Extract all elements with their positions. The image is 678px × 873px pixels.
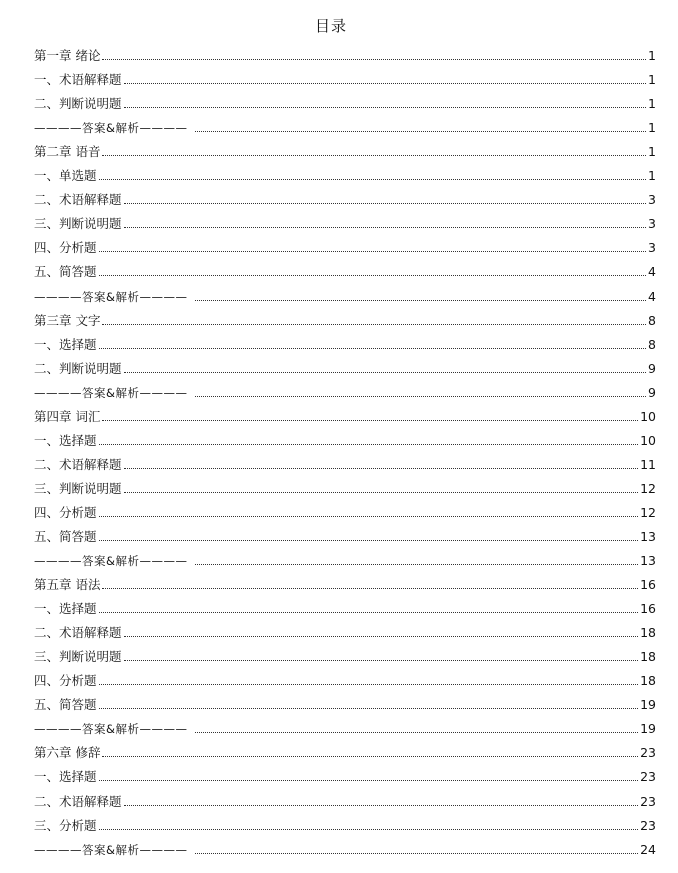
dot-leader	[102, 59, 646, 60]
toc-entry[interactable]	[34, 88, 656, 112]
toc-section-label: 三、分析题	[34, 817, 97, 833]
dot-leader	[124, 660, 639, 661]
toc-entry[interactable]	[34, 40, 656, 64]
toc-answer-label: ————答案&解析————	[34, 842, 188, 857]
dot-leader	[195, 732, 638, 733]
toc-entry[interactable]	[34, 280, 656, 304]
toc-entry[interactable]	[34, 810, 656, 834]
toc-answer-label: ————答案&解析————	[34, 385, 188, 400]
toc-page-number: 18	[640, 649, 656, 665]
toc-page-number: 8	[648, 312, 656, 328]
dot-leader	[124, 227, 647, 228]
toc-page-number: 12	[640, 504, 656, 520]
toc-page-number: 1	[648, 96, 656, 112]
toc-section-label: 一、选择题	[34, 336, 97, 352]
toc-page-number: 23	[640, 817, 656, 833]
toc-entry[interactable]	[34, 569, 656, 593]
dot-leader	[124, 372, 647, 373]
dot-leader	[124, 107, 647, 108]
toc-entry[interactable]	[34, 449, 656, 473]
toc-entry[interactable]	[34, 617, 656, 641]
dot-leader	[102, 588, 638, 589]
dot-leader	[99, 684, 639, 685]
toc-page-number: 1	[648, 144, 656, 160]
dot-leader	[124, 636, 639, 637]
dot-leader	[99, 829, 639, 830]
toc-page-number: 4	[648, 288, 656, 304]
dot-leader	[195, 564, 638, 565]
dot-leader	[99, 348, 647, 349]
toc-page-number: 1	[648, 72, 656, 88]
toc-page-number: 18	[640, 673, 656, 689]
dot-leader	[99, 780, 639, 781]
toc-answer-label: ————答案&解析————	[34, 121, 188, 136]
toc-page-number: 23	[640, 769, 656, 785]
toc-entry[interactable]	[34, 160, 656, 184]
dot-leader	[99, 612, 639, 613]
toc-entry[interactable]	[34, 593, 656, 617]
toc-answer-label: ————答案&解析————	[34, 289, 188, 304]
toc-entry[interactable]	[34, 232, 656, 256]
toc-section-label: 五、简答题	[34, 528, 97, 544]
dot-leader	[102, 420, 638, 421]
dot-leader	[99, 179, 647, 180]
toc-page-number: 1	[648, 48, 656, 64]
toc-page-number: 9	[648, 360, 656, 376]
toc-entry[interactable]	[34, 834, 656, 858]
dot-leader	[99, 516, 639, 517]
toc-entry[interactable]	[34, 641, 656, 665]
toc-entry[interactable]	[34, 473, 656, 497]
toc-entry[interactable]	[34, 785, 656, 809]
dot-leader	[102, 324, 646, 325]
toc-page-number: 16	[640, 601, 656, 617]
toc-page-number: 24	[640, 841, 656, 857]
dot-leader	[124, 492, 639, 493]
toc-page-number: 10	[640, 408, 656, 424]
toc-section-label: 一、单选题	[34, 168, 97, 184]
toc-chapter-label: 第六章 修辞	[34, 745, 101, 761]
toc-page-number: 13	[640, 553, 656, 569]
toc-entry[interactable]	[34, 112, 656, 136]
toc-section-label: 五、简答题	[34, 264, 97, 280]
toc-entry[interactable]	[34, 329, 656, 353]
toc-page-number: 11	[640, 456, 656, 472]
toc-entry[interactable]	[34, 713, 656, 737]
toc-chapter-label: 第四章 词汇	[34, 408, 101, 424]
toc-entry[interactable]	[34, 425, 656, 449]
toc-section-label: 五、简答题	[34, 697, 97, 713]
dot-leader	[195, 131, 646, 132]
toc-chapter-label: 第五章 语法	[34, 577, 101, 593]
toc-page-number: 16	[640, 577, 656, 593]
toc-entry[interactable]	[34, 521, 656, 545]
dot-leader	[99, 444, 639, 445]
toc-section-label: 三、判断说明题	[34, 649, 122, 665]
toc-section-label: 四、分析题	[34, 240, 97, 256]
toc-page-number: 3	[648, 216, 656, 232]
dot-leader	[99, 540, 639, 541]
dot-leader	[102, 756, 638, 757]
toc-page-number: 3	[648, 240, 656, 256]
toc-page-number: 10	[640, 432, 656, 448]
dot-leader	[195, 853, 638, 854]
toc-section-label: 三、判断说明题	[34, 480, 122, 496]
toc-entry[interactable]	[34, 353, 656, 377]
toc-entry[interactable]	[34, 497, 656, 521]
toc-chapter-label: 第二章 语音	[34, 144, 101, 160]
toc-section-label: 二、术语解释题	[34, 192, 122, 208]
toc-page-number: 19	[640, 721, 656, 737]
toc-page-number: 1	[648, 120, 656, 136]
toc-section-label: 一、选择题	[34, 432, 97, 448]
dot-leader	[195, 300, 646, 301]
toc-page-number: 18	[640, 625, 656, 641]
toc-page-number: 23	[640, 745, 656, 761]
toc-entry[interactable]	[34, 689, 656, 713]
toc-page-number: 3	[648, 192, 656, 208]
dot-leader	[124, 83, 647, 84]
toc-section-label: 三、判断说明题	[34, 216, 122, 232]
toc-section-label: 二、术语解释题	[34, 625, 122, 641]
toc-answer-label: ————答案&解析————	[34, 554, 188, 569]
toc-entry[interactable]	[34, 208, 656, 232]
toc-chapter-label: 第一章 绪论	[34, 48, 101, 64]
toc-entry[interactable]	[34, 665, 656, 689]
toc-entry[interactable]	[34, 761, 656, 785]
toc-entry[interactable]	[34, 737, 656, 761]
toc-page-number: 9	[648, 384, 656, 400]
dot-leader	[124, 203, 647, 204]
toc-section-label: 一、选择题	[34, 769, 97, 785]
toc-chapter-label: 第三章 文字	[34, 312, 101, 328]
toc-entry[interactable]	[34, 64, 656, 88]
dot-leader	[99, 251, 647, 252]
toc-page-number: 19	[640, 697, 656, 713]
dot-leader	[124, 468, 639, 469]
toc-section-label: 四、分析题	[34, 504, 97, 520]
toc-page-number: 23	[640, 793, 656, 809]
toc-section-label: 二、术语解释题	[34, 793, 122, 809]
toc-page-number: 4	[648, 264, 656, 280]
toc-section-label: 二、判断说明题	[34, 360, 122, 376]
dot-leader	[99, 275, 647, 276]
toc-page-number: 8	[648, 336, 656, 352]
dot-leader	[102, 155, 646, 156]
toc-entry[interactable]	[34, 305, 656, 329]
dot-leader	[99, 708, 639, 709]
toc-section-label: 四、分析题	[34, 673, 97, 689]
toc-page-number: 1	[648, 168, 656, 184]
toc-entry[interactable]	[34, 545, 656, 569]
toc-section-label: 一、选择题	[34, 601, 97, 617]
toc-entry[interactable]	[34, 184, 656, 208]
toc-page-number: 13	[640, 528, 656, 544]
table-of-contents	[34, 40, 656, 858]
toc-entry[interactable]	[34, 256, 656, 280]
toc-entry[interactable]	[34, 401, 656, 425]
toc-section-label: 一、术语解释题	[34, 72, 122, 88]
toc-answer-label: ————答案&解析————	[34, 722, 188, 737]
toc-section-label: 二、术语解释题	[34, 456, 122, 472]
toc-page-number: 12	[640, 480, 656, 496]
page-title: 目录	[314, 17, 347, 35]
toc-entry[interactable]	[34, 377, 656, 401]
dot-leader	[195, 396, 646, 397]
dot-leader	[124, 805, 639, 806]
toc-section-label: 二、判断说明题	[34, 96, 122, 112]
toc-entry[interactable]	[34, 136, 656, 160]
